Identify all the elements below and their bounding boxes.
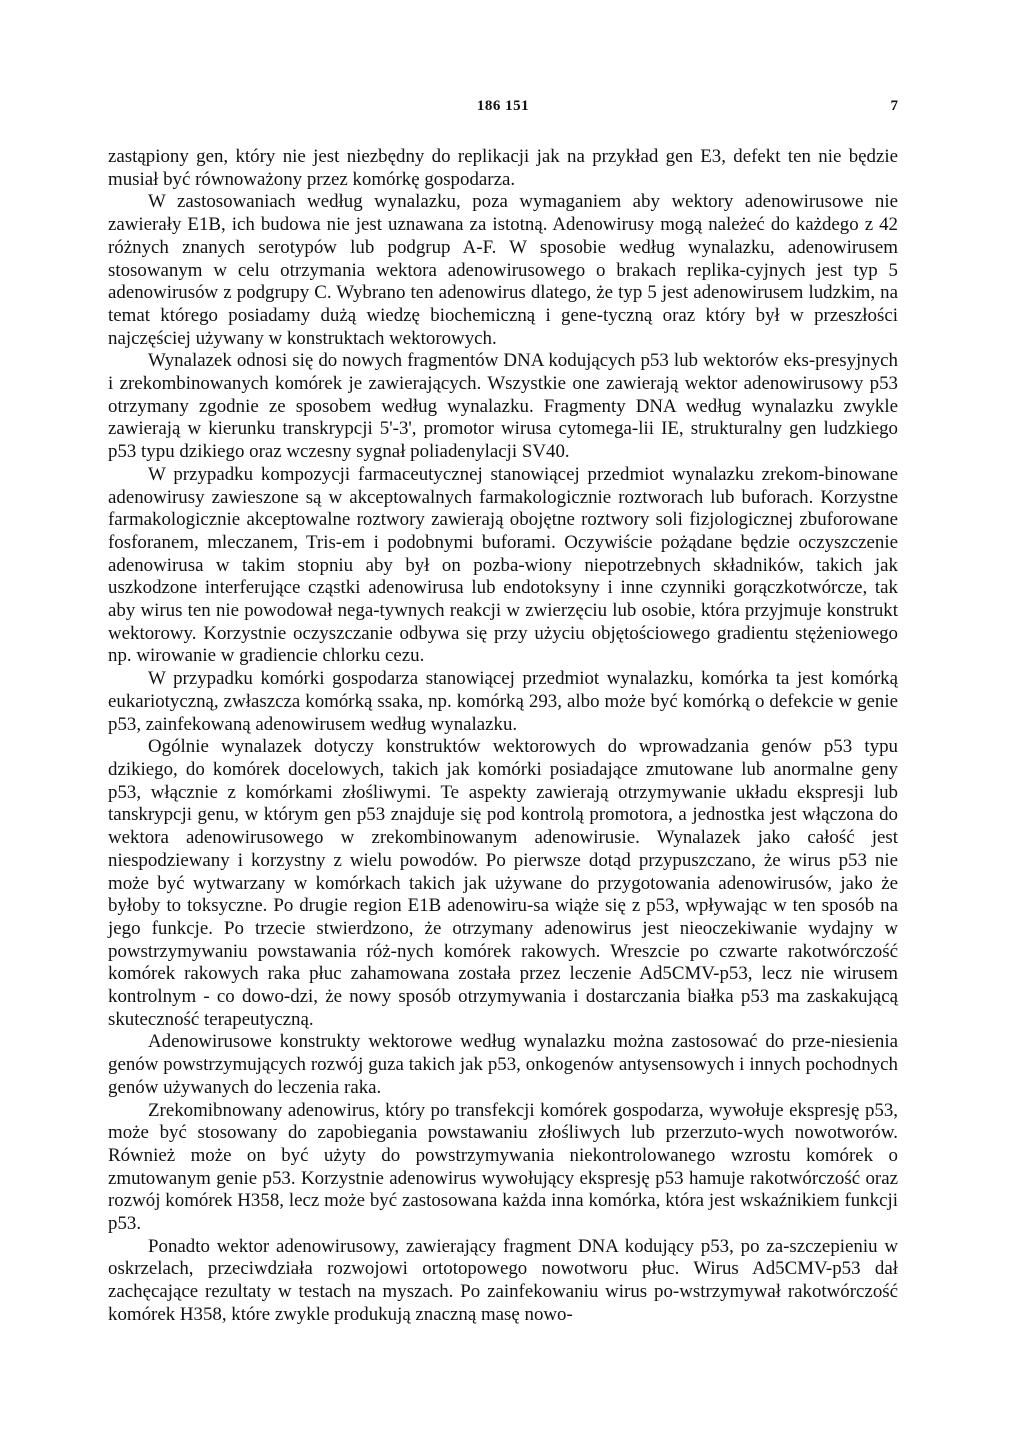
paragraph-3: Wynalazek odnosi się do nowych fragmentów DNA kodujących p53 lub wektorów eks-presyjnych i zrekombinowanych komórek je zawierających. Wszystkie one zawierają wektor adenowirusowy p53 otrzymany zgodnie ze sposobem według wynalazku. Fragmenty DNA według wynalazku zwykle zawierają w kierunku transkrypcji 5'-3', promotor wirusa cytomega-lii IE, strukturalny gen ludzkiego p53 typu dzikiego oraz wczesny sygnał poliadenylacji SV40. [108,350,898,463]
body-text [108,146,898,1327]
paragraph-1: zastąpiony gen, który nie jest niezbędny do replikacji jak na przykład gen E3, defekt ten nie będzie musiał być równoważony przez komórkę gospodarza. [108,146,898,190]
paragraph-9: Ponadto wektor adenowirusowy, zawierający fragment DNA kodujący p53, po za-szczepieniu w oskrzelach, przeciwdziała rozwojowi ortotopowego nowotworu płuc. Wirus Ad5CMV-p53 dał zachęcające rezultaty w testach na myszach. Po zainfekowaniu wirus po-wstrzymywał rakotwórczość komórek H358, które zwykle produkują znaczną masę nowo- [108,1235,898,1325]
paragraph-8: Zrekomibnowany adenowirus, który po transfekcji komórek gospodarza, wywołuje ekspresję p53, może być stosowany do zapobiegania powstawaniu złośliwych lub przerzuto-wych nowotworów. Również może on być użyty do powstrzymywania niekontrolowanego wzrostu komórek o zmutowanym genie p53. Korzystnie adenowirus wywołujący ekspresję p53 hamuje rakotwórczość oraz rozwój komórek H358, lecz może być zastosowana każda inna komórka, która jest wskaźnikiem funkcji p53. [108,1099,898,1235]
document-number: 186 151 [476,98,530,114]
page-header [108,98,898,120]
paragraph-7: Adenowirusowe konstrukty wektorowe według wynalazku można zastosować do prze-niesienia genów powstrzymujących rozwój guza takich jak p53, onkogenów antysensowych i innych pochodnych genów używanych do leczenia raka. [108,1031,898,1098]
paragraph-5: W przypadku komórki gospodarza stanowiącej przedmiot wynalazku, komórka ta jest komórką eukariotyczną, zwłaszcza komórką ssaka, np. komórką 293, albo może być komórką o defekcie w genie p53, zainfekowaną adenowirusem według wynalazku. [108,668,898,735]
paragraph-4: W przypadku kompozycji farmaceutycznej stanowiącej przedmiot wynalazku zrekom-binowane adenowirusy zawieszone są w akceptowalnych farmakologicznie roztworach lub buforach. Korzystne farmakologicznie akceptowalne roztwory zawierają obojętne roztwory soli fizjologicznej zbuforowane fosforanem, mleczanem, Tris-em i podobnymi buforami. Oczywiście pożądane będzie oczyszczenie adenowirusa w takim stopniu aby był on pozba-wiony niepotrzebnych składników, takich jak uszkodzone interferujące cząstki adenowirusa lub endotoksyny i inne czynniki gorączkotwórcze, tak aby wirus ten nie powodował nega-tywnych reakcji w zwierzęciu lub osobie, która przyjmuje konstrukt wektorowy. Korzystnie oczyszczanie odbywa się przy użyciu objętościowego gradientu stężeniowego np. wirowanie w gradiencie chlorku cezu. [108,463,898,667]
page-number: 7 [890,98,898,114]
paragraph-6: Ogólnie wynalazek dotyczy konstruktów wektorowych do wprowadzania genów p53 typu dzikiego, do komórek docelowych, takich jak komórki posiadające zmutowane lub anormalne geny p53, włącznie z komórkami złośliwymi. Te aspekty zawierają otrzymywanie układu ekspresji lub tanskrypcji genu, w którym gen p53 znajduje się pod kontrolą promotora, a jednostka jest włączona do wektora adenowirusowego w zrekombinowanym adenowirusie. Wynalazek jako całość jest niespodziewany i korzystny z wielu powodów. Po pierwsze dotąd przypuszczano, że wirus p53 nie może być wytwarzany w komórkach takich jak używane do przygotowania adenowirusów, jako że byłoby to toksyczne. Po drugie region E1B adenowiru-sa wiąże się z p53, wpływając w ten sposób na jego funkcje. Po trzecie stwierdzono, że otrzymany adenowirus jest nieoczekiwanie wydajny w powstrzymywaniu powstawania róż-nych komórek rakowych. Wreszcie po czwarte rakotwórczość komórek rakowych raka płuc zahamowana została przez leczenie Ad5CMV-p53, lecz nie wirusem kontrolnym - co dowo-dzi, że nowy sposób otrzymywania i dostarczania białka p53 ma zaskakującą skuteczność terapeutyczną. [108,736,898,1030]
paragraph-2: W zastosowaniach według wynalazku, poza wymaganiem aby wektory adenowirusowe nie zawierały E1B, ich budowa nie jest uznawana za istotną. Adenowirusy mogą należeć do każdego z 42 różnych znanych serotypów lub podgrup A-F. W sposobie według wynalazku, adenowirusem stosowanym w celu otrzymania wektora adenowirusowego o brakach replika-cyjnych jest typ 5 adenowirusów z podgrupy C. Wybrano ten adenowirus dlatego, że typ 5 jest adenowirusem ludzkim, na temat którego posiadamy dużą wiedzę biochemiczną i gene-tyczną oraz który był w przeszłości najczęściej używany w konstruktach wektorowych. [108,191,898,349]
